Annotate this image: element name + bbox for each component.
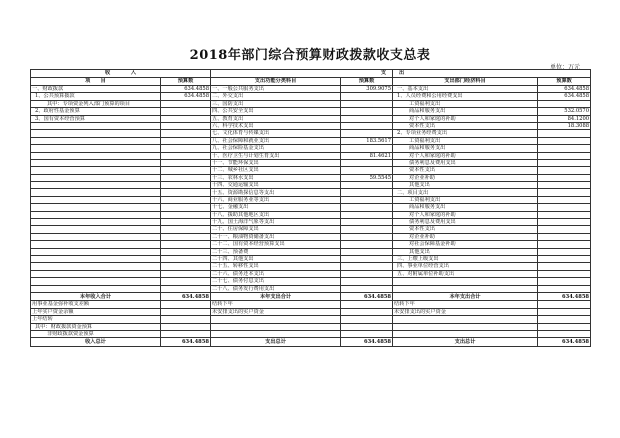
- income-budget-cell: [161, 189, 211, 196]
- bottom-func-budget-cell: [341, 301, 393, 308]
- grand-total-row: [31, 338, 591, 347]
- total-income-label: 本年收入合计: [31, 292, 161, 301]
- func-item-cell: 四、公共安全支出: [211, 108, 341, 115]
- income-item-cell: 2、政府性基金预算: [31, 108, 161, 115]
- income-item-cell: [31, 174, 161, 181]
- col-func-header: 支出功能分类科目: [211, 78, 341, 86]
- total-econ-label: 支出总计: [393, 338, 538, 347]
- func-item-cell: 二十五、转移性支出: [211, 263, 341, 270]
- econ-budget-cell: [538, 233, 591, 240]
- income-budget-cell: [161, 263, 211, 270]
- econ-budget-cell: [538, 100, 591, 107]
- econ-budget-cell: 84.1200: [538, 115, 591, 122]
- func-budget-cell: [341, 226, 393, 233]
- total-expense-label: 本年支出合计: [211, 292, 341, 301]
- econ-item-cell: 对个人和家庭的补助: [393, 115, 538, 122]
- func-item-cell: 二十三、预备费: [211, 248, 341, 255]
- econ-budget-cell: [538, 145, 591, 152]
- econ-budget-cell: [538, 219, 591, 226]
- table-row: [31, 115, 591, 122]
- table-row: [31, 323, 591, 330]
- func-budget-cell: [341, 115, 393, 122]
- year-total-row: [31, 292, 591, 301]
- table-row: [31, 255, 591, 262]
- table-row: [31, 241, 591, 248]
- func-budget-cell: [341, 278, 393, 285]
- income-budget-cell: [161, 270, 211, 277]
- income-item-cell: [31, 248, 161, 255]
- func-item-cell: 十一、节能环保支出: [211, 159, 341, 166]
- table-row: [31, 86, 591, 93]
- income-item-cell: [31, 137, 161, 144]
- income-budget-cell: [161, 204, 211, 211]
- table-row: [31, 308, 591, 315]
- income-budget-cell: [161, 196, 211, 203]
- econ-budget-cell: [538, 241, 591, 248]
- econ-item-cell: 商品和服务支出: [393, 108, 538, 115]
- income-budget-cell: [161, 159, 211, 166]
- func-item-cell: 十四、交通运输支出: [211, 182, 341, 189]
- bottom-income-item-cell: 上年实户资金余额: [31, 308, 161, 315]
- bottom-func-budget-cell: [341, 316, 393, 323]
- econ-budget-cell: [538, 167, 591, 174]
- func-budget-cell: 81.4621: [341, 152, 393, 159]
- func-budget-cell: 59.5545: [341, 174, 393, 181]
- bottom-func-budget-cell: [341, 323, 393, 330]
- func-item-cell: 二十七、债务付息支出: [211, 278, 341, 285]
- econ-item-cell: 资本性支出: [393, 226, 538, 233]
- table-row: [31, 152, 591, 159]
- bottom-income-budget-cell: [161, 308, 211, 315]
- econ-budget-cell: [538, 189, 591, 196]
- econ-item-cell: 其他支出: [393, 182, 538, 189]
- expense-section-header-right: 出: [393, 70, 591, 78]
- econ-item-cell: 商品和服务支出: [393, 145, 538, 152]
- econ-item-cell: 五、对附属单位补助支出: [393, 270, 538, 277]
- table-row: [31, 108, 591, 115]
- econ-budget-cell: [538, 196, 591, 203]
- func-budget-cell: [341, 255, 393, 262]
- total-expense-value: 634.4858: [341, 292, 393, 301]
- econ-budget-cell: [538, 263, 591, 270]
- column-header-row: [31, 78, 591, 86]
- func-budget-cell: [341, 108, 393, 115]
- table-row: [31, 130, 591, 137]
- func-item-cell: 十三、农林水支出: [211, 174, 341, 181]
- income-item-cell: [31, 204, 161, 211]
- table-row: [31, 204, 591, 211]
- func-item-cell: 十五、资源勘探信息等支出: [211, 189, 341, 196]
- bottom-income-item-cell: 其中：财政拨款资金预算: [31, 323, 161, 330]
- econ-item-cell: 工资福利支出: [393, 100, 538, 107]
- income-section-header: 收 入: [31, 70, 211, 78]
- table-row: [31, 285, 591, 292]
- econ-budget-cell: [538, 226, 591, 233]
- bottom-econ-item-cell: [393, 323, 538, 330]
- bottom-func-item-cell: 未安排支出的实户资金: [211, 308, 341, 315]
- income-budget-cell: [161, 241, 211, 248]
- income-item-cell: [31, 270, 161, 277]
- func-item-cell: 八、社会保障和就业支出: [211, 137, 341, 144]
- econ-budget-cell: 532.0570: [538, 108, 591, 115]
- table-row: [31, 226, 591, 233]
- bottom-econ-budget-cell: [538, 308, 591, 315]
- func-budget-cell: [341, 100, 393, 107]
- func-item-cell: 五、教育支出: [211, 115, 341, 122]
- income-item-cell: [31, 152, 161, 159]
- expense-section-header-left: 支: [211, 70, 393, 78]
- col-budget2-header: 预算数: [341, 78, 393, 86]
- func-budget-cell: [341, 93, 393, 100]
- income-item-cell: [31, 167, 161, 174]
- table-row: [31, 331, 591, 338]
- page-title: 2018年部门综合预算财政拨款收支总表: [189, 48, 431, 63]
- func-budget-cell: [341, 219, 393, 226]
- func-budget-cell: 183.5617: [341, 137, 393, 144]
- income-item-cell: [31, 219, 161, 226]
- total-econ-value: 634.4858: [538, 338, 591, 347]
- income-item-cell: [31, 263, 161, 270]
- bottom-econ-budget-cell: [538, 323, 591, 330]
- total-econ-value: 634.4858: [538, 292, 591, 301]
- func-budget-cell: [341, 270, 393, 277]
- econ-item-cell: 债务利息及费用支出: [393, 219, 538, 226]
- table-row: [31, 278, 591, 285]
- func-budget-cell: [341, 241, 393, 248]
- table-row: [31, 167, 591, 174]
- econ-item-cell: 其他支出: [393, 248, 538, 255]
- total-expense-label: 支出总计: [211, 338, 341, 347]
- table-row: [31, 122, 591, 129]
- total-expense-value: 634.4858: [341, 338, 393, 347]
- col-budget3-header: 预算数: [538, 78, 591, 86]
- func-item-cell: 十、医疗卫生与计划生育支出: [211, 152, 341, 159]
- bottom-econ-budget-cell: [538, 331, 591, 338]
- bottom-income-budget-cell: [161, 331, 211, 338]
- total-income-value: 634.4858: [161, 292, 211, 301]
- income-budget-cell: [161, 108, 211, 115]
- bottom-func-item-cell: [211, 323, 341, 330]
- income-item-cell: 其中：专项资金列入部门预算的项目: [31, 100, 161, 107]
- func-item-cell: 二十二、国有资本经营预算支出: [211, 241, 341, 248]
- econ-item-cell: 对企业补助: [393, 174, 538, 181]
- econ-budget-cell: 18.3088: [538, 122, 591, 129]
- table-row: [31, 263, 591, 270]
- econ-item-cell: 对企业补助: [393, 233, 538, 240]
- econ-item-cell: 四、事业单位经营支出: [393, 263, 538, 270]
- income-item-cell: 3、国有资本经营预算: [31, 115, 161, 122]
- section-header-row: [31, 70, 591, 78]
- income-budget-cell: [161, 226, 211, 233]
- income-item-cell: 1、公共预算拨款: [31, 93, 161, 100]
- income-item-cell: 一、财政拨款: [31, 86, 161, 93]
- bottom-income-budget-cell: [161, 323, 211, 330]
- econ-item-cell: 2、专项业务经费支出: [393, 130, 538, 137]
- econ-budget-cell: [538, 248, 591, 255]
- econ-budget-cell: [538, 174, 591, 181]
- table-row: [31, 233, 591, 240]
- table-row: [31, 174, 591, 181]
- income-item-cell: [31, 278, 161, 285]
- income-item-cell: [31, 130, 161, 137]
- econ-item-cell: 工资福利支出: [393, 196, 538, 203]
- unit-label: 单位：万元: [549, 64, 580, 71]
- table-row: [31, 137, 591, 144]
- func-item-cell: 十六、商业服务业等支出: [211, 196, 341, 203]
- func-item-cell: 二十四、其他支出: [211, 255, 341, 262]
- income-item-cell: [31, 189, 161, 196]
- income-budget-cell: [161, 130, 211, 137]
- income-budget-cell: 634.4858: [161, 86, 211, 93]
- econ-budget-cell: [538, 182, 591, 189]
- table-row: [31, 270, 591, 277]
- income-item-cell: [31, 241, 161, 248]
- econ-item-cell: [393, 278, 538, 285]
- income-budget-cell: [161, 285, 211, 292]
- func-item-cell: 十八、援助其他地区支出: [211, 211, 341, 218]
- income-budget-cell: [161, 167, 211, 174]
- func-budget-cell: [341, 248, 393, 255]
- table-row: [31, 316, 591, 323]
- col-item-header: 项 目: [31, 78, 161, 86]
- func-budget-cell: [341, 204, 393, 211]
- income-item-cell: [31, 145, 161, 152]
- econ-item-cell: 资本性支出: [393, 122, 538, 129]
- table-row: [31, 189, 591, 196]
- income-budget-cell: [161, 152, 211, 159]
- func-budget-cell: [341, 159, 393, 166]
- bottom-econ-item-cell: 结转下年: [393, 301, 538, 308]
- func-item-cell: 六、科学技术支出: [211, 122, 341, 129]
- econ-budget-cell: [538, 278, 591, 285]
- func-budget-cell: [341, 182, 393, 189]
- col-budget1-header: 预算数: [161, 78, 211, 86]
- func-budget-cell: [341, 233, 393, 240]
- bottom-func-item-cell: [211, 316, 341, 323]
- bottom-income-item-cell: 上年结转: [31, 316, 161, 323]
- func-item-cell: 十七、金融支出: [211, 204, 341, 211]
- income-budget-cell: [161, 182, 211, 189]
- table-body: [31, 70, 591, 347]
- econ-budget-cell: [538, 270, 591, 277]
- func-item-cell: 七、文化体育与传媒支出: [211, 130, 341, 137]
- income-budget-cell: [161, 219, 211, 226]
- bottom-income-item-cell: 非财政拨款资金预算: [31, 331, 161, 338]
- table-row: [31, 182, 591, 189]
- income-budget-cell: [161, 174, 211, 181]
- col-econ-header: 支出部门经济科目: [393, 78, 538, 86]
- income-budget-cell: [161, 137, 211, 144]
- econ-item-cell: 三、上缴上级支出: [393, 255, 538, 262]
- table-row: [31, 93, 591, 100]
- econ-budget-cell: [538, 204, 591, 211]
- func-item-cell: 二、外交支出: [211, 93, 341, 100]
- bottom-income-budget-cell: [161, 301, 211, 308]
- func-budget-cell: [341, 196, 393, 203]
- econ-budget-cell: 634.4858: [538, 93, 591, 100]
- econ-budget-cell: 634.4858: [538, 86, 591, 93]
- func-item-cell: 二十一、粮油物资储备支出: [211, 233, 341, 240]
- econ-budget-cell: [538, 137, 591, 144]
- bottom-func-budget-cell: [341, 331, 393, 338]
- econ-budget-cell: [538, 255, 591, 262]
- income-budget-cell: [161, 211, 211, 218]
- bottom-func-item-cell: [211, 331, 341, 338]
- income-budget-cell: [161, 100, 211, 107]
- func-item-cell: 三、国防支出: [211, 100, 341, 107]
- func-item-cell: 十二、城乡社区支出: [211, 167, 341, 174]
- table-row: [31, 196, 591, 203]
- table-row: [31, 219, 591, 226]
- income-budget-cell: [161, 122, 211, 129]
- econ-budget-cell: [538, 285, 591, 292]
- econ-budget-cell: [538, 152, 591, 159]
- bottom-econ-item-cell: [393, 316, 538, 323]
- econ-item-cell: 工资福利支出: [393, 137, 538, 144]
- bottom-func-item-cell: 结转下年: [211, 301, 341, 308]
- income-item-cell: [31, 285, 161, 292]
- income-item-cell: [31, 255, 161, 262]
- income-item-cell: [31, 122, 161, 129]
- econ-budget-cell: [538, 159, 591, 166]
- income-item-cell: [31, 159, 161, 166]
- bottom-income-item-cell: 用事业基金弥补收支差额: [31, 301, 161, 308]
- func-budget-cell: [341, 122, 393, 129]
- bottom-func-budget-cell: [341, 308, 393, 315]
- total-income-value: 634.4858: [161, 338, 211, 347]
- total-econ-label: 本年支出合计: [393, 292, 538, 301]
- func-item-cell: 二十六、债务还本支出: [211, 270, 341, 277]
- income-budget-cell: [161, 278, 211, 285]
- econ-item-cell: 对个人和家庭的补助: [393, 211, 538, 218]
- func-budget-cell: [341, 211, 393, 218]
- econ-item-cell: [393, 285, 538, 292]
- econ-item-cell: 1、人员经费和公用经费支出: [393, 93, 538, 100]
- func-budget-cell: [341, 263, 393, 270]
- econ-item-cell: 商品和服务支出: [393, 204, 538, 211]
- table-row: [31, 211, 591, 218]
- econ-budget-cell: [538, 130, 591, 137]
- total-income-label: 收入总计: [31, 338, 161, 347]
- econ-item-cell: 债务利息及费用支出: [393, 159, 538, 166]
- econ-budget-cell: [538, 211, 591, 218]
- func-item-cell: 二十八、债务发行费用支出: [211, 285, 341, 292]
- table-row: [31, 145, 591, 152]
- econ-item-cell: 二、项目支出: [393, 189, 538, 196]
- table-row: [31, 301, 591, 308]
- table-row: [31, 159, 591, 166]
- income-item-cell: [31, 196, 161, 203]
- func-item-cell: 十九、国土海洋气象等支出: [211, 219, 341, 226]
- income-item-cell: [31, 182, 161, 189]
- econ-item-cell: 对社会保障基金补助: [393, 241, 538, 248]
- income-item-cell: [31, 211, 161, 218]
- income-budget-cell: 634.4858: [161, 93, 211, 100]
- income-budget-cell: [161, 255, 211, 262]
- bottom-econ-budget-cell: [538, 316, 591, 323]
- econ-item-cell: 对个人和家庭的补助: [393, 152, 538, 159]
- bottom-econ-budget-cell: [538, 301, 591, 308]
- table-row: [31, 100, 591, 107]
- func-budget-cell: [341, 130, 393, 137]
- func-budget-cell: [341, 167, 393, 174]
- income-item-cell: [31, 233, 161, 240]
- income-budget-cell: [161, 145, 211, 152]
- func-item-cell: 九、社会保险基金支出: [211, 145, 341, 152]
- budget-table: [30, 69, 591, 347]
- func-budget-cell: [341, 145, 393, 152]
- income-budget-cell: [161, 233, 211, 240]
- func-item-cell: 一、一般公共服务支出: [211, 86, 341, 93]
- func-budget-cell: [341, 285, 393, 292]
- income-budget-cell: [161, 115, 211, 122]
- econ-item-cell: 资本性支出: [393, 167, 538, 174]
- bottom-econ-item-cell: 未安排支出的实户资金: [393, 308, 538, 315]
- econ-item-cell: 一、基本支出: [393, 86, 538, 93]
- func-budget-cell: 309.9075: [341, 86, 393, 93]
- income-budget-cell: [161, 248, 211, 255]
- table-row: [31, 248, 591, 255]
- bottom-income-budget-cell: [161, 316, 211, 323]
- func-budget-cell: [341, 189, 393, 196]
- func-item-cell: 二十、住房保障支出: [211, 226, 341, 233]
- income-item-cell: [31, 226, 161, 233]
- bottom-econ-item-cell: [393, 331, 538, 338]
